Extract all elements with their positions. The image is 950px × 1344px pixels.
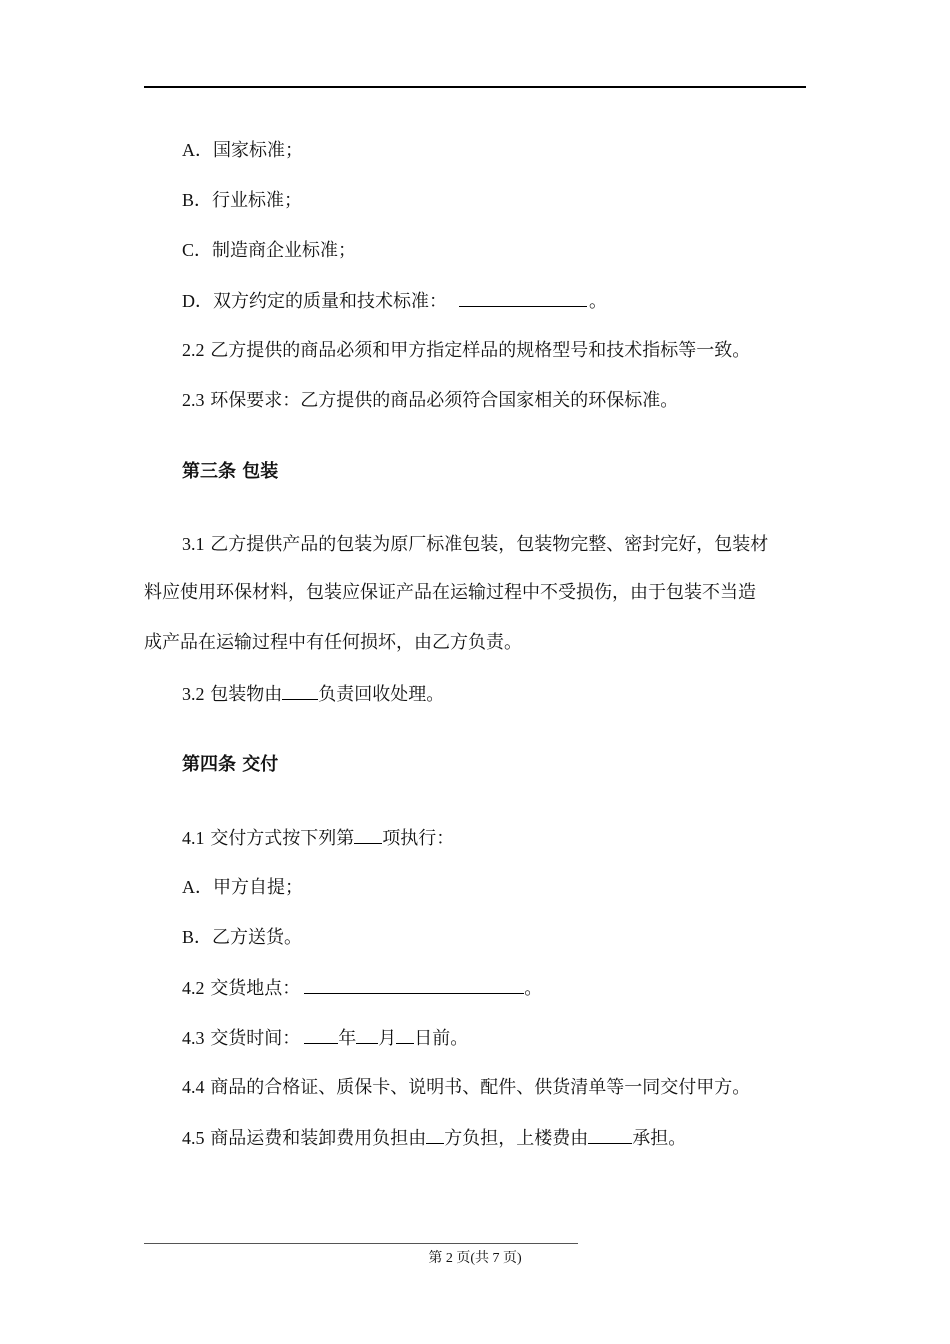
section-4-heading: 第四条 交付	[182, 754, 279, 775]
blank-field	[396, 1025, 414, 1044]
blank-field	[356, 1025, 378, 1044]
clause-3-1-line2: 料应使用环保材料，包装应保证产品在运输过程中不受损伤，由于包装不当造	[144, 582, 756, 603]
clause-4-5: 4.5 商品运费和装卸费用负担由 方负担，上楼费由 承担。	[182, 1125, 686, 1151]
clause-3-1-line3: 成产品在运输过程中有任何损坏，由乙方负责。	[144, 632, 522, 653]
header-rule	[144, 86, 806, 88]
clause-4-4: 4.4 商品的合格证、质保卡、说明书、配件、供货清单等一同交付甲方。	[182, 1077, 751, 1098]
option-c: C．制造商企业标准；	[182, 240, 357, 261]
clause-4-2: 4.2 交货地点： 。	[182, 975, 542, 1001]
blank-field	[588, 1125, 632, 1144]
clause-2-3: 2.3 环保要求：乙方提供的商品必须符合国家相关的环保标准。	[182, 390, 679, 411]
clause-2-2: 2.2 乙方提供的商品必须和甲方指定样品的规格型号和技术指标等一致。	[182, 340, 751, 361]
option-b: B．行业标准；	[182, 190, 303, 211]
blank-field	[282, 681, 318, 700]
blank-field	[304, 1025, 338, 1044]
clause-3-1-line1: 3.1 乙方提供产品的包装为原厂标准包装，包装物完整、密封完好，包装材	[182, 534, 769, 555]
option-b-delivery: B．乙方送货。	[182, 927, 303, 948]
option-a-pickup: A．甲方自提；	[182, 877, 303, 898]
option-d: D．双方约定的质量和技术标准： 。	[182, 288, 607, 314]
blank-field	[426, 1125, 444, 1144]
blank-field	[459, 288, 587, 307]
option-a: A．国家标准；	[182, 140, 303, 161]
clause-4-3: 4.3 交货时间： 年 月 日前。	[182, 1025, 468, 1051]
footer-rule	[144, 1243, 578, 1244]
blank-field	[354, 825, 382, 844]
page-number-footer: 第 2 页(共 7 页)	[428, 1251, 522, 1266]
section-3-heading: 第三条 包装	[182, 461, 279, 482]
clause-3-2: 3.2 包装物由 负责回收处理。	[182, 681, 444, 707]
blank-field	[304, 975, 524, 994]
clause-4-1: 4.1 交付方式按下列第 项执行：	[182, 825, 454, 851]
